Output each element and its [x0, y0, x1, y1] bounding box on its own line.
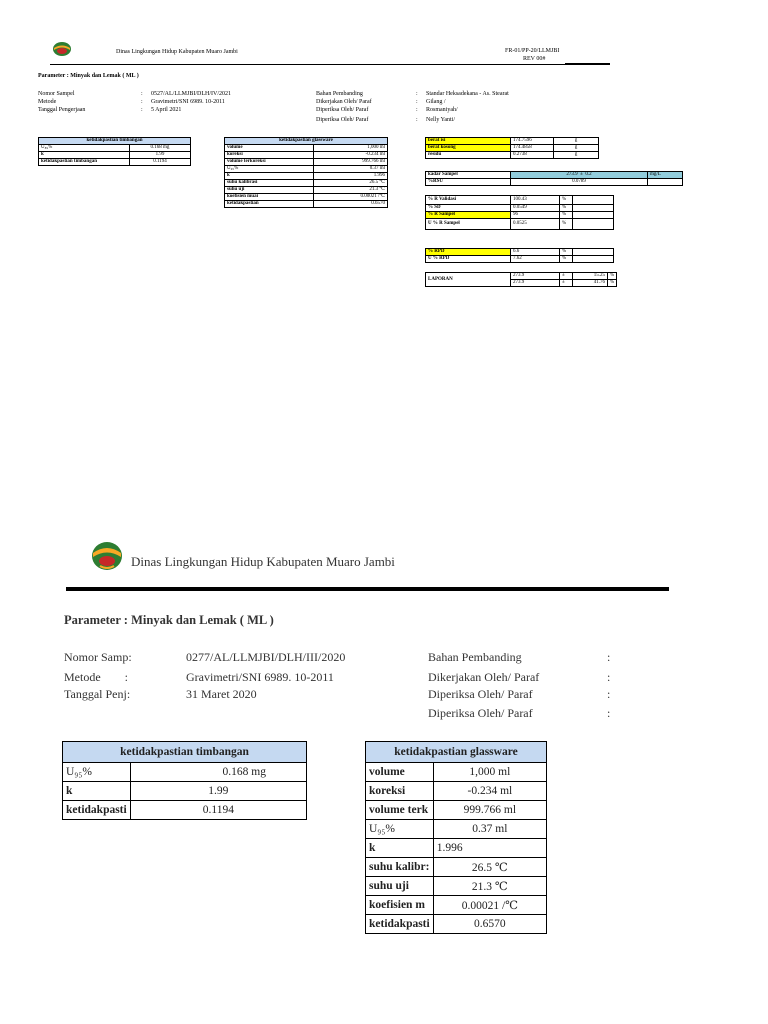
- bottom-info-value: Gravimetri/SNI 6989. 10-2011: [186, 670, 334, 684]
- table-row: LAPORAN 273.9 ± 15.25 %: [426, 273, 617, 280]
- table-row: ketidakpasti 0.1194: [63, 801, 307, 820]
- bottom-info-sep: :: [607, 650, 611, 664]
- table-row: % R Sampel 96 %: [426, 212, 614, 219]
- top-info-value: Standar Heksadekana - As. Stearat: [426, 91, 509, 97]
- table-row: suhu kalibr: 26.5 ℃: [366, 858, 547, 877]
- table-row: volume terk 999.766 ml: [366, 801, 547, 820]
- table-row: koefisien m 0.00021 /℃: [366, 896, 547, 915]
- table-title: ketidakpastian timbangan: [39, 138, 191, 145]
- top-info-sep: :: [416, 91, 418, 97]
- top-rev: REV 00#: [523, 56, 546, 62]
- top-info-sep: :: [416, 99, 418, 105]
- table-row: kadar Sampel 273.9 ± 0.2 mg/L: [426, 172, 683, 179]
- table-row: % R Validasi 100.43 %: [426, 196, 614, 205]
- table-row: 273.9 ± 41.76 %: [426, 280, 617, 287]
- bottom-agency-name: Dinas Lingkungan Hidup Kabupaten Muaro Jambi: [131, 554, 395, 569]
- top-info-value: Rosmaniyah/: [426, 107, 458, 113]
- table-row: suhu kalibrasi 26.5 ℃: [225, 180, 388, 187]
- top-info-label: Bahan Pembanding: [316, 91, 363, 97]
- top-header-rule: [50, 64, 610, 65]
- table-row: k 1.99: [63, 782, 307, 801]
- top-info-value: 5 April 2021: [151, 107, 182, 113]
- bottom-info-label: Diperiksa Oleh/ Paraf: [428, 706, 533, 720]
- bottom-info-value: 0277/AL/LLMJBI/DLH/III/2020: [186, 650, 346, 664]
- top-info-value: 0527/AL/LLMJBI/DLH/IV/2021: [151, 91, 231, 97]
- table-row: k 1.996: [225, 173, 388, 180]
- bottom-header-rule: [66, 587, 669, 591]
- top-info-label: Tanggal Pengerjaan: [38, 107, 86, 113]
- table-title: ketidakpastian timbangan: [63, 742, 307, 763]
- regency-logo-icon: [52, 41, 72, 57]
- bottom-info-sep: :: [607, 706, 611, 720]
- table-row: residu 0.2738 g: [426, 152, 599, 159]
- top-info-label: Metode: [38, 99, 57, 105]
- table-row: k 1.996: [366, 839, 547, 858]
- top-info-sep: :: [141, 107, 143, 113]
- top-info-sep: :: [141, 91, 143, 97]
- top-info-label: Diperiksa Oleh/ Paraf: [316, 107, 369, 113]
- bottom-info-label: Metode :: [64, 670, 128, 684]
- top-glassware-table: [224, 137, 388, 208]
- bottom-info-label: Bahan Pembanding: [428, 650, 522, 664]
- table-row: ketidakpastian 0.6570: [225, 201, 388, 208]
- table-row: % SD 0.0549 %: [426, 205, 614, 212]
- top-timbangan-table: [38, 137, 191, 166]
- table-row: berat isi 174.7596 g: [426, 138, 599, 145]
- top-info-value: Gravimetri/SNI 6989. 10-2011: [151, 99, 225, 105]
- top-info-label: Nomor Sampel: [38, 91, 75, 97]
- table-row: U₈₉% 0.168 mg: [39, 145, 191, 152]
- top-info-sep: :: [416, 117, 418, 123]
- table-row: ketidakpastian timbangan 0.1194: [39, 159, 191, 166]
- bottom-info-label: Tanggal Penj:: [64, 687, 131, 701]
- top-validasi-table: [425, 195, 614, 230]
- table-row: volume 1,000 ml: [366, 763, 547, 782]
- bottom-parameter-title: Parameter : Minyak dan Lemak ( ML ): [64, 613, 274, 627]
- table-row: U % R Sampel 0.0525 %: [426, 219, 614, 230]
- bottom-info-sep: :: [607, 670, 611, 684]
- top-info-label: Dikerjakan Oleh/ Paraf: [316, 99, 372, 105]
- table-row: suhu uji 21.3 ℃: [225, 187, 388, 194]
- bottom-glassware-table: [365, 741, 547, 934]
- table-row: k 1.99: [39, 152, 191, 159]
- regency-logo-icon: [90, 540, 124, 572]
- top-info-sep: :: [141, 99, 143, 105]
- table-row: % RPD 6.6 %: [426, 249, 614, 256]
- top-laporan-table: [425, 272, 617, 287]
- table-row: koreksi -0.234 ml: [366, 782, 547, 801]
- table-title: ketidakpastian glassware: [366, 742, 547, 763]
- bottom-info-label: Nomor Samp:: [64, 650, 132, 664]
- table-row: U₉₅% 0.37 ml: [225, 166, 388, 173]
- table-row: berat kosong 174.4858 g: [426, 145, 599, 152]
- table-row: volume terkoreksi 999.766 ml: [225, 159, 388, 166]
- top-form-code: FR-01/PP-20/LLMJBI: [505, 48, 560, 54]
- table-row: volume 1,000 ml: [225, 145, 388, 152]
- table-row: koreksi -0.234 ml: [225, 152, 388, 159]
- top-info-sep: :: [416, 107, 418, 113]
- top-berat-table: [425, 137, 599, 159]
- bottom-info-value: 31 Maret 2020: [186, 687, 257, 701]
- table-row: U₉₅% 0.168 mg: [63, 763, 307, 782]
- top-header-rule-thick: [565, 63, 610, 65]
- top-info-label: Diperiksa Oleh/ Paraf: [316, 117, 369, 123]
- bottom-info-label: Dikerjakan Oleh/ Paraf: [428, 670, 540, 684]
- top-info-value: Gilang /: [426, 99, 446, 105]
- table-row: U₉₅% 0.37 ml: [366, 820, 547, 839]
- bottom-timbangan-table: [62, 741, 307, 820]
- top-rpd-table: [425, 248, 614, 263]
- top-agency-name: Dinas Lingkungan Hidup Kabupaten Muaro Jambi: [116, 49, 238, 55]
- table-row: %RSU 0.0789: [426, 179, 683, 186]
- table-row: koefisien muai 0.00021 /℃: [225, 194, 388, 201]
- top-info-value: Nelly Yanti/: [426, 117, 456, 123]
- top-kadar-table: [425, 171, 683, 186]
- table-row: U % RPD 7.62 %: [426, 256, 614, 263]
- bottom-info-label: Diperiksa Oleh/ Paraf: [428, 687, 533, 701]
- top-parameter-title: Parameter : Minyak dan Lemak ( ML ): [38, 73, 139, 79]
- table-row: suhu uji 21.3 ℃: [366, 877, 547, 896]
- bottom-info-sep: :: [607, 687, 611, 701]
- table-title: ketidakpastian glassware: [225, 138, 388, 145]
- table-row: ketidakpasti 0.6570: [366, 915, 547, 934]
